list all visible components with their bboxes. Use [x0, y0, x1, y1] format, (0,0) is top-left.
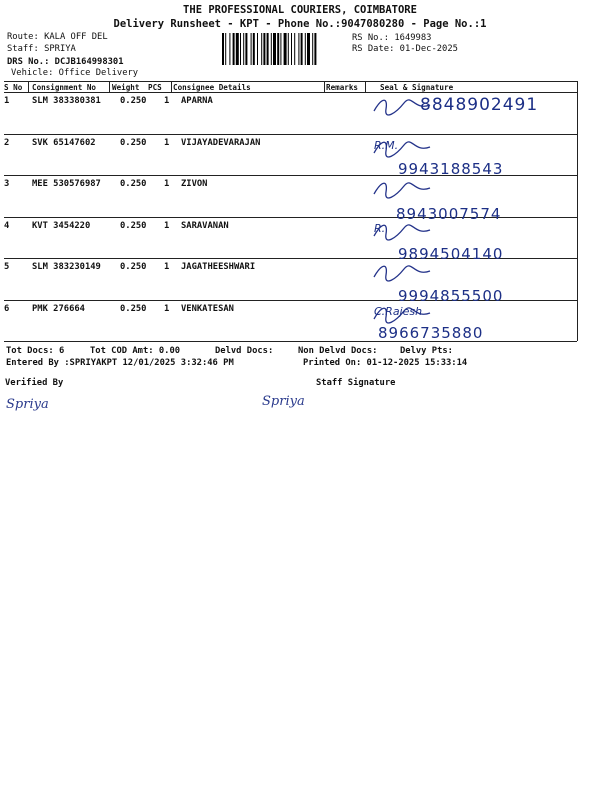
vehicle-text: Vehicle: Office Delivery: [11, 68, 139, 78]
non-delivered-docs: Non Delvd Docs:: [298, 346, 378, 356]
row-consignee: JAGATHEESHWARI: [181, 262, 256, 272]
route-text: Route: KALA OFF DEL: [7, 32, 108, 42]
runsheet-subtitle: Delivery Runsheet - KPT - Phone No.:9047080280 - Page No.:1: [113, 18, 487, 30]
col-divider: [28, 81, 29, 92]
handwritten-phone: 8966735880: [378, 323, 484, 342]
col-divider: [365, 81, 366, 92]
drs-number: DRS No.: DCJB164998301: [7, 57, 124, 67]
row-sno: 1: [4, 96, 10, 106]
row-consignment-no: PMK 276664: [32, 303, 85, 314]
row-consignment-no: SVK 65147602: [32, 137, 96, 148]
delivery-points: Delvy Pts:: [400, 346, 453, 356]
signer-name: R.M.: [374, 138, 399, 152]
row-weight: 0.250: [120, 262, 147, 272]
row-weight: 0.250: [120, 96, 147, 106]
verified-by-label: Verified By: [5, 378, 64, 388]
staff-signature-label: Staff Signature: [316, 378, 396, 388]
column-header-consignment: Consignment No: [32, 83, 97, 92]
row-consignee: SARAVANAN: [181, 220, 229, 231]
column-header-weight: Weight: [112, 83, 140, 92]
delivered-docs: Delvd Docs:: [215, 346, 274, 356]
row-consignee: APARNA: [181, 96, 213, 106]
row-pcs: 1: [164, 137, 170, 148]
table-top-border: [4, 81, 577, 82]
col-divider: [324, 81, 325, 92]
rs-date: RS Date: 01-Dec-2025: [352, 44, 458, 54]
row-pcs: 1: [164, 220, 170, 231]
row-consignee: ZIVON: [181, 179, 208, 189]
handwritten-phone: 9943188543: [398, 159, 504, 178]
row-sno: 2: [4, 137, 10, 148]
rs-number: RS No.: 1649983: [352, 33, 432, 43]
row-consignment-no: SLM 383230149: [32, 262, 101, 272]
handwritten-phone: 9894504140: [398, 244, 504, 263]
row-consignment-no: KVT 3454220: [32, 220, 91, 231]
row-weight: 0.250: [120, 179, 147, 189]
row-sno: 3: [4, 179, 10, 189]
row-consignee: VIJAYADEVARAJAN: [181, 137, 261, 148]
column-header-sno: S No: [4, 83, 23, 92]
handwritten-phone: 8943007574: [396, 205, 502, 223]
table-right-border: [577, 81, 578, 341]
row-pcs: 1: [164, 96, 170, 106]
handwritten-signature-icon: [370, 261, 440, 283]
row-pcs: 1: [164, 262, 170, 272]
table-header-border: [4, 92, 577, 93]
staff-signature: Spriya: [262, 394, 305, 409]
handwritten-phone: 8848902491: [420, 95, 539, 115]
column-header-seal-signature: Seal & Signature: [380, 83, 454, 92]
row-sno: 4: [4, 220, 10, 231]
row-consignment-no: SLM 383380381: [32, 96, 101, 106]
row-weight: 0.250: [120, 220, 147, 231]
verified-signature: Spriya: [6, 397, 49, 412]
entered-by: Entered By :SPRIYAKPT 12/01/2025 3:32:46 PM: [6, 358, 234, 368]
signer-name: R.: [374, 221, 386, 235]
row-weight: 0.250: [120, 303, 147, 314]
barcode-image: [222, 33, 344, 65]
total-docs: Tot Docs: 6: [6, 346, 65, 356]
row-consignment-no: MEE 530576987: [32, 179, 101, 189]
signer-name: C.Rajesh: [374, 304, 423, 318]
column-header-pcs: PCS: [148, 83, 162, 92]
handwritten-phone: 9994855500: [398, 287, 504, 305]
printed-on: Printed On: 01-12-2025 15:33:14: [303, 358, 468, 368]
col-divider: [109, 81, 110, 92]
row-pcs: 1: [164, 179, 170, 189]
row-sno: 5: [4, 262, 10, 272]
row-consignee: VENKATESAN: [181, 303, 234, 314]
table-bottom-border: [4, 341, 577, 342]
row-sno: 6: [4, 303, 10, 314]
col-divider: [171, 81, 172, 92]
row-weight: 0.250: [120, 137, 147, 148]
staff-text: Staff: SPRIYA: [7, 44, 76, 54]
total-cod-amount: Tot COD Amt: 0.00: [90, 346, 181, 356]
column-header-consignee: Consignee Details: [173, 83, 251, 92]
row-divider: [4, 134, 577, 135]
handwritten-signature-icon: [370, 178, 440, 200]
company-title: THE PROFESSIONAL COURIERS, COIMBATORE: [183, 4, 417, 16]
row-pcs: 1: [164, 303, 170, 314]
column-header-remarks: Remarks: [326, 83, 359, 92]
